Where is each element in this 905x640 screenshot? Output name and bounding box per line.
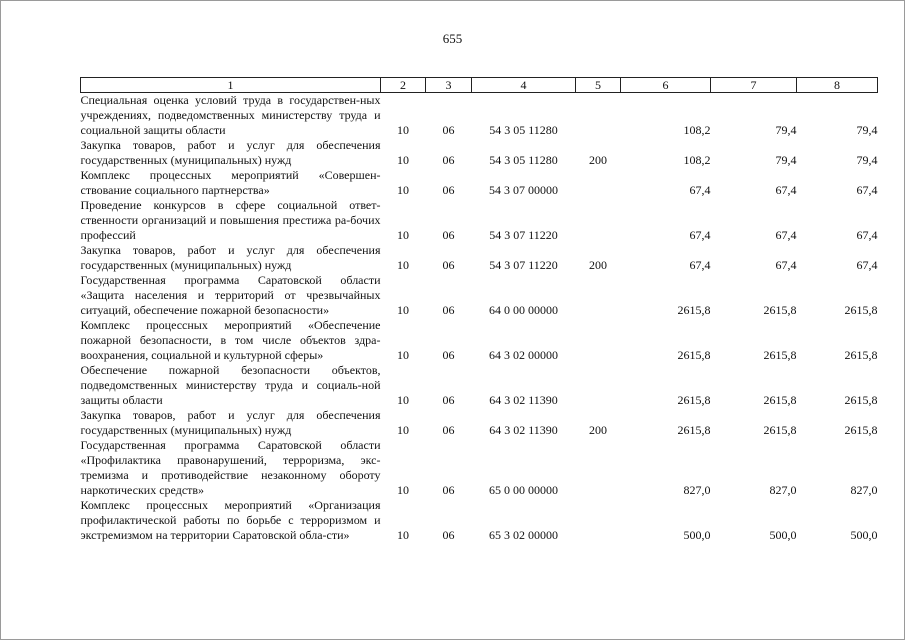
row-section: 10 bbox=[397, 258, 409, 272]
row-amount-col8: 67,4 bbox=[856, 183, 878, 197]
row-expense-type bbox=[576, 168, 621, 198]
row-section: 10 bbox=[397, 483, 409, 497]
row-subsection: 06 bbox=[442, 483, 455, 497]
row-subsection: 06 bbox=[442, 153, 455, 167]
row-expense-type bbox=[576, 273, 621, 318]
table-row bbox=[81, 273, 878, 318]
row-amount-col8: 827,0 bbox=[850, 483, 878, 497]
row-name: Закупка товаров, работ и услуг для обеспечения государственных (муниципальных) нужд bbox=[80, 243, 381, 272]
row-target-code: 54 3 07 11220 bbox=[489, 228, 558, 242]
row-expense-type bbox=[576, 438, 621, 498]
row-amount-col7: 2615,8 bbox=[763, 303, 797, 317]
row-expense-type bbox=[576, 93, 621, 139]
row-amount-col6: 2615,8 bbox=[677, 423, 711, 437]
row-amount-col6: 67,4 bbox=[689, 258, 711, 272]
header-col-8: 8 bbox=[797, 78, 878, 93]
row-amount-col6: 67,4 bbox=[689, 228, 711, 242]
row-subsection: 06 bbox=[442, 228, 455, 242]
row-amount-col7: 827,0 bbox=[769, 483, 797, 497]
page-number: 655 bbox=[442, 31, 463, 46]
row-expense-type: 200 bbox=[589, 153, 607, 167]
row-target-code: 54 3 07 00000 bbox=[489, 183, 558, 197]
row-amount-col6: 827,0 bbox=[683, 483, 711, 497]
row-name: Государственная программа Саратовской области «Профилактика правонарушений, терроризма, экс-тремизма и противодействие незаконному обороту наркотических средств» bbox=[80, 438, 381, 497]
row-amount-col6: 2615,8 bbox=[677, 303, 711, 317]
row-target-code: 65 0 00 00000 bbox=[489, 483, 558, 497]
row-amount-col8: 500,0 bbox=[850, 528, 878, 542]
row-amount-col6: 67,4 bbox=[689, 183, 711, 197]
row-section: 10 bbox=[397, 393, 409, 407]
row-section: 10 bbox=[397, 183, 409, 197]
row-name: Специальная оценка условий труда в государствен-ных учреждениях, подведомственных министерству труда и социальной защиты области bbox=[80, 93, 381, 137]
header-col-2: 2 bbox=[381, 78, 426, 93]
header-col-3: 3 bbox=[426, 78, 472, 93]
row-subsection: 06 bbox=[442, 348, 455, 362]
row-amount-col8: 2615,8 bbox=[844, 423, 878, 437]
row-amount-col7: 79,4 bbox=[775, 123, 797, 137]
header-col-6: 6 bbox=[621, 78, 711, 93]
row-target-code: 65 3 02 00000 bbox=[489, 528, 558, 542]
row-subsection: 06 bbox=[442, 183, 455, 197]
row-subsection: 06 bbox=[442, 393, 455, 407]
row-amount-col7: 67,4 bbox=[775, 183, 797, 197]
table-row bbox=[81, 318, 878, 363]
row-name: Комплекс процессных мероприятий «Совершен-ствование социального партнерства» bbox=[80, 168, 381, 197]
row-section: 10 bbox=[397, 303, 409, 317]
row-name: Комплекс процессных мероприятий «Обеспечение пожарной безопасности, в том числе объектов здра-воохранения, социальной и культурной сферы» bbox=[80, 318, 381, 362]
header-col-7: 7 bbox=[711, 78, 797, 93]
row-name: Закупка товаров, работ и услуг для обеспечения государственных (муниципальных) нужд bbox=[80, 138, 381, 167]
row-amount-col6: 108,2 bbox=[683, 123, 711, 137]
row-section: 10 bbox=[397, 348, 409, 362]
row-expense-type bbox=[576, 498, 621, 543]
row-amount-col7: 500,0 bbox=[769, 528, 797, 542]
row-name: Государственная программа Саратовской области «Защита населения и территорий от чрезвычайных ситуаций, обеспечение пожарной безопасности» bbox=[80, 273, 381, 317]
row-expense-type bbox=[576, 363, 621, 408]
row-amount-col8: 2615,8 bbox=[844, 348, 878, 362]
row-name: Обеспечение пожарной безопасности объектов, подведомственных министерству труда и социаль-ной защиты области bbox=[80, 363, 381, 407]
row-subsection: 06 bbox=[442, 303, 455, 317]
header-col-5: 5 bbox=[576, 78, 621, 93]
table-row bbox=[81, 408, 878, 438]
table-row bbox=[81, 243, 878, 273]
table-row bbox=[81, 498, 878, 543]
row-amount-col6: 2615,8 bbox=[677, 393, 711, 407]
row-target-code: 64 3 02 00000 bbox=[489, 348, 558, 362]
budget-table bbox=[80, 77, 878, 543]
row-amount-col7: 67,4 bbox=[775, 228, 797, 242]
row-expense-type: 200 bbox=[589, 258, 607, 272]
row-subsection: 06 bbox=[442, 423, 455, 437]
row-target-code: 54 3 07 11220 bbox=[489, 258, 558, 272]
table-row bbox=[81, 198, 878, 243]
row-name: Проведение конкурсов в сфере социальной ответ-ственности организаций и повышения престижа ра-бочих профессий bbox=[80, 198, 381, 242]
row-expense-type bbox=[576, 318, 621, 363]
row-amount-col6: 108,2 bbox=[683, 153, 711, 167]
row-amount-col6: 2615,8 bbox=[677, 348, 711, 362]
row-target-code: 64 3 02 11390 bbox=[489, 393, 558, 407]
row-amount-col8: 79,4 bbox=[856, 123, 878, 137]
table-row bbox=[81, 438, 878, 498]
row-section: 10 bbox=[397, 123, 409, 137]
row-amount-col8: 67,4 bbox=[856, 258, 878, 272]
row-amount-col7: 2615,8 bbox=[763, 393, 797, 407]
row-section: 10 bbox=[397, 423, 409, 437]
row-amount-col8: 2615,8 bbox=[844, 303, 878, 317]
row-amount-col8: 67,4 bbox=[856, 228, 878, 242]
table-row bbox=[81, 93, 878, 139]
row-amount-col8: 79,4 bbox=[856, 153, 878, 167]
row-target-code: 54 3 05 11280 bbox=[489, 153, 558, 167]
row-name: Закупка товаров, работ и услуг для обеспечения государственных (муниципальных) нужд bbox=[80, 408, 381, 437]
row-amount-col7: 79,4 bbox=[775, 153, 797, 167]
row-amount-col7: 67,4 bbox=[775, 258, 797, 272]
row-expense-type bbox=[576, 198, 621, 243]
header-col-1: 1 bbox=[81, 78, 381, 93]
row-section: 10 bbox=[397, 228, 409, 242]
header-col-4: 4 bbox=[472, 78, 576, 93]
row-amount-col7: 2615,8 bbox=[763, 348, 797, 362]
row-target-code: 64 3 02 11390 bbox=[489, 423, 558, 437]
row-target-code: 64 0 00 00000 bbox=[489, 303, 558, 317]
row-subsection: 06 bbox=[442, 123, 455, 137]
header-row bbox=[81, 78, 878, 93]
row-amount-col7: 2615,8 bbox=[763, 423, 797, 437]
table-row bbox=[81, 363, 878, 408]
row-amount-col6: 500,0 bbox=[683, 528, 711, 542]
table-row bbox=[81, 138, 878, 168]
row-expense-type: 200 bbox=[589, 423, 607, 437]
row-subsection: 06 bbox=[442, 528, 455, 542]
row-section: 10 bbox=[397, 528, 409, 542]
row-name: Комплекс процессных мероприятий «Организация профилактической работы по борьбе с терроризмом и экстремизмом на территории Саратовской обла-сти» bbox=[80, 498, 381, 542]
table-row bbox=[81, 168, 878, 198]
row-subsection: 06 bbox=[442, 258, 455, 272]
row-section: 10 bbox=[397, 153, 409, 167]
row-amount-col8: 2615,8 bbox=[844, 393, 878, 407]
row-target-code: 54 3 05 11280 bbox=[489, 123, 558, 137]
